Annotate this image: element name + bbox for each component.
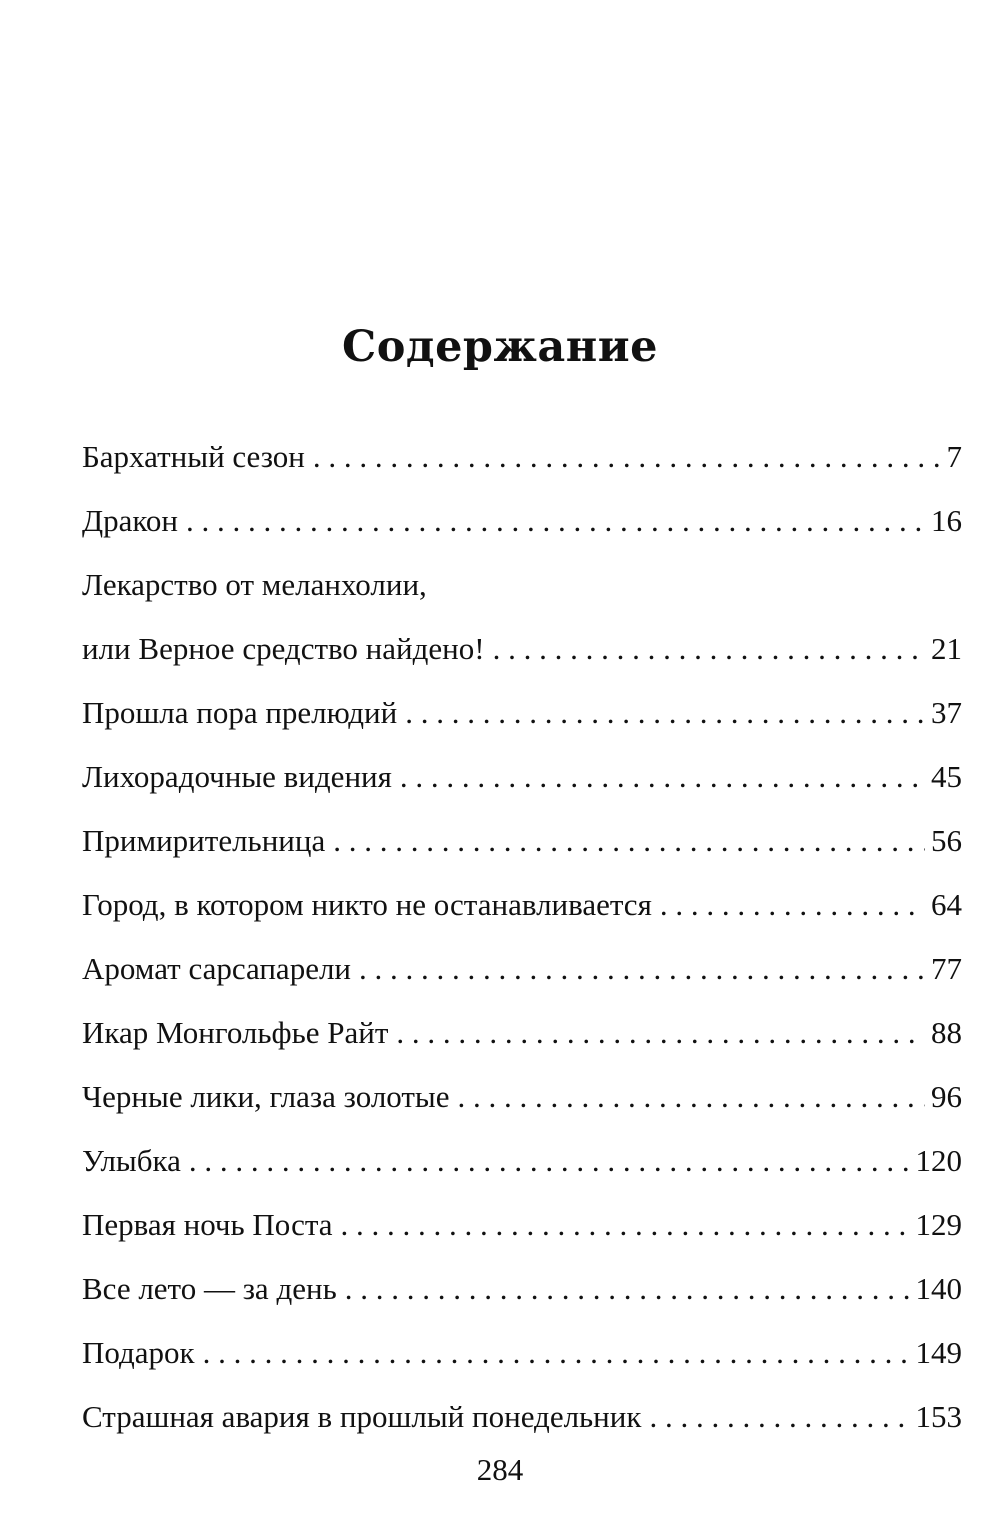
toc-entry xyxy=(82,888,962,952)
toc-entry-page: 153 xyxy=(915,1399,962,1434)
toc-entry-page: 21 xyxy=(931,631,962,666)
toc-entry xyxy=(82,504,962,568)
toc-entry xyxy=(82,760,962,824)
toc-entry-page: 120 xyxy=(915,1143,962,1178)
dot-leader xyxy=(313,440,941,474)
dot-leader xyxy=(186,504,925,538)
toc-entry xyxy=(82,1080,962,1144)
page-number: 284 xyxy=(476,1452,524,1487)
toc-entry-title: Лихорадочные видения xyxy=(82,759,392,794)
dot-leader xyxy=(359,952,925,986)
toc-entry-title: Бархатный сезон xyxy=(82,439,305,474)
dot-leader xyxy=(400,760,925,794)
toc-entry-title: Страшная авария в прошлый понедельник xyxy=(82,1399,642,1434)
toc-entry xyxy=(82,440,962,504)
dot-leader xyxy=(493,632,925,666)
toc-entry-title: Аромат сарсапарели xyxy=(82,951,352,986)
toc-entry-title: Первая ночь Поста xyxy=(82,1207,333,1242)
page-title: Содержание xyxy=(342,322,658,372)
toc-entry-page: 96 xyxy=(931,1079,962,1114)
dot-leader xyxy=(189,1144,910,1178)
dot-leader xyxy=(203,1336,910,1370)
toc-entry-title: Икар Монгольфье Райт xyxy=(82,1015,389,1050)
toc-entry xyxy=(82,952,962,1016)
toc-entry-title-line1: Лекарство от меланхолии, xyxy=(82,567,427,602)
toc-entry-page: 56 xyxy=(931,823,962,858)
toc-entry-title: Черные лики, глаза золотые xyxy=(82,1079,450,1114)
toc-entry-title: Прошла пора прелюдий xyxy=(82,695,398,730)
toc-entry xyxy=(82,1016,962,1080)
toc-entry-page: 129 xyxy=(915,1207,962,1242)
toc-entry xyxy=(82,696,962,760)
toc-entry-page: 7 xyxy=(946,439,962,474)
toc-entry-page: 149 xyxy=(915,1335,962,1370)
toc-entry xyxy=(82,1272,962,1336)
toc-entry xyxy=(82,824,962,888)
dot-leader xyxy=(649,1400,909,1434)
toc-entry-page: 45 xyxy=(931,759,962,794)
dot-leader xyxy=(333,824,925,858)
dot-leader xyxy=(345,1272,910,1306)
toc-entry-title: Подарок xyxy=(82,1335,195,1370)
toc-entry-title: Примирительница xyxy=(82,823,326,858)
dot-leader xyxy=(660,888,925,922)
toc-entry xyxy=(82,1144,962,1208)
toc-entry-page: 16 xyxy=(931,503,962,538)
toc-entry-title: Улыбка xyxy=(82,1143,181,1178)
toc-entry xyxy=(82,1336,962,1400)
toc-entry xyxy=(82,568,962,696)
dot-leader xyxy=(396,1016,925,1050)
toc-entry-title: Дракон xyxy=(82,503,178,538)
dot-leader xyxy=(458,1080,925,1114)
dot-leader xyxy=(341,1208,910,1242)
toc-entry xyxy=(82,1208,962,1272)
toc-entry-page: 88 xyxy=(931,1015,962,1050)
toc-entry-page: 140 xyxy=(915,1271,962,1306)
toc-entry-title: или Верное средство найдено! xyxy=(82,631,485,666)
toc-entry-page: 64 xyxy=(931,887,962,922)
toc-entry-title: Все лето — за день xyxy=(82,1271,337,1306)
toc-entry-page: 37 xyxy=(931,695,962,730)
dot-leader xyxy=(405,696,925,730)
table-of-contents xyxy=(82,440,962,1464)
toc-entry-page: 77 xyxy=(931,951,962,986)
toc-entry-title: Город, в котором никто не останавливается xyxy=(82,887,652,922)
